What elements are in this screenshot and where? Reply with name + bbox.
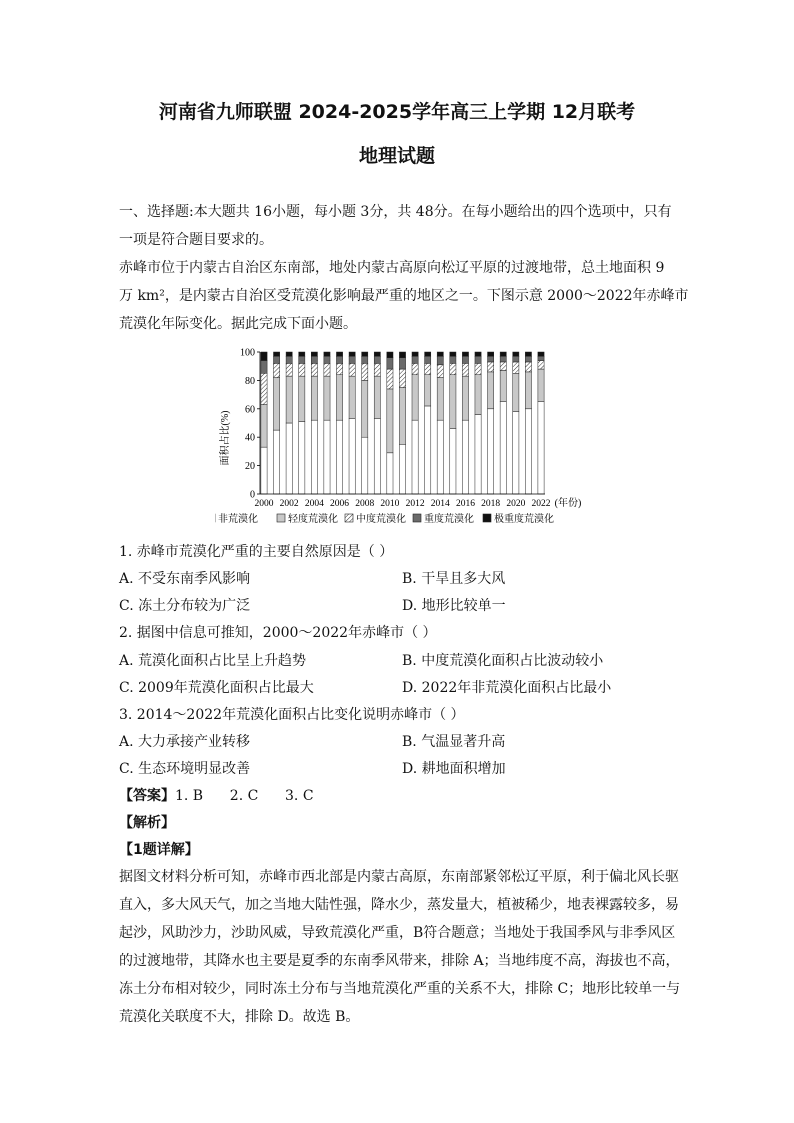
bar-segment bbox=[475, 414, 481, 494]
bar-segment bbox=[362, 437, 368, 494]
bar-segment bbox=[299, 363, 305, 376]
bar-segment bbox=[311, 420, 317, 494]
bar-segment bbox=[488, 372, 494, 409]
analysis-line-2: 直入，多大风天气，加之当地大陆性强，降水少，蒸发量大，植被稀少，地表裸露较多，易 bbox=[119, 897, 679, 913]
bar-segment bbox=[336, 356, 342, 363]
bar-segment bbox=[362, 356, 368, 363]
question-2-stem: 2. 据图中信息可推知，2000～2022年赤峰市（ ） bbox=[119, 625, 437, 641]
bar-segment bbox=[261, 361, 267, 374]
bar-segment bbox=[412, 363, 418, 374]
x-tick-label: 2008 bbox=[355, 499, 375, 509]
bar-segment bbox=[513, 356, 519, 362]
analysis-sub-label: 【1题详解】 bbox=[119, 842, 199, 858]
bar-segment bbox=[462, 352, 468, 356]
bar-segment bbox=[525, 372, 531, 409]
bar-segment bbox=[437, 356, 443, 365]
bar-segment bbox=[450, 429, 456, 494]
x-axis-label: (年份) bbox=[554, 498, 582, 509]
analysis-line-5: 冻土分布相对较少，同时冻土分布与当地荒漠化严重的关系不大，排除 C；地形比较单一与 bbox=[119, 981, 681, 997]
bar-segment bbox=[336, 420, 342, 494]
bar-segment bbox=[387, 369, 393, 389]
bar-segment bbox=[336, 363, 342, 374]
x-tick-label: 2016 bbox=[455, 499, 475, 509]
bar-segment bbox=[387, 453, 393, 494]
bar-segment bbox=[399, 369, 405, 387]
question-3-option-d: D. 耕地面积增加 bbox=[402, 761, 506, 777]
bar-segment bbox=[324, 420, 330, 494]
legend-label: 重度荒漠化 bbox=[424, 514, 474, 525]
y-tick-label: 60 bbox=[245, 404, 255, 416]
bar-segment bbox=[450, 356, 456, 363]
question-1-stem: 1. 赤峰市荒漠化严重的主要自然原因是（ ） bbox=[119, 544, 394, 560]
x-tick-label: 2010 bbox=[380, 499, 400, 509]
question-2-option-b: B. 中度荒漠化面积占比波动较小 bbox=[402, 653, 604, 669]
bar-segment bbox=[525, 362, 531, 372]
bar-segment bbox=[261, 447, 267, 494]
bar-segment bbox=[374, 376, 380, 419]
bar-segment bbox=[399, 388, 405, 445]
bar-segment bbox=[362, 363, 368, 380]
y-tick-label: 0 bbox=[250, 489, 255, 501]
bar-segment bbox=[500, 356, 506, 362]
bar-segment bbox=[513, 412, 519, 494]
x-tick-label: 2022 bbox=[531, 499, 551, 509]
x-tick-label: 2000 bbox=[254, 499, 274, 509]
bar-segment bbox=[538, 361, 544, 370]
x-tick-label: 2012 bbox=[405, 499, 425, 509]
bar-segment bbox=[324, 352, 330, 356]
question-2-option-d: D. 2022年非荒漠化面积占比最小 bbox=[402, 680, 612, 696]
bar-segment bbox=[513, 352, 519, 356]
bar-segment bbox=[475, 356, 481, 363]
question-2-option-a: A. 荒漠化面积占比呈上升趋势 bbox=[119, 653, 307, 669]
bar-segment bbox=[538, 356, 544, 360]
y-axis-label: 面积占比(%) bbox=[220, 410, 231, 466]
legend-swatch bbox=[413, 514, 421, 522]
analysis-line-1: 据图文材料分析可知，赤峰市西北部是内蒙古高原，东南部紧邻松辽平原，利于偏北风长驱 bbox=[119, 869, 679, 885]
legend-label: 极重度荒漠化 bbox=[494, 514, 554, 525]
bar-segment bbox=[311, 356, 317, 363]
bar-segment bbox=[462, 420, 468, 494]
answer-text: 1. B 2. C 3. C bbox=[175, 788, 314, 804]
bar-segment bbox=[349, 376, 355, 419]
bar-segment bbox=[349, 363, 355, 376]
bar-segment bbox=[374, 363, 380, 376]
analysis-line-3: 起沙，风助沙力，沙助风威，导致荒漠化严重，B符合题意；当地处于我国季风与非季风区 bbox=[119, 925, 676, 941]
bar-segment bbox=[488, 362, 494, 372]
bar-segment bbox=[399, 352, 405, 358]
bar-segment bbox=[437, 378, 443, 421]
x-tick-label: 2020 bbox=[506, 499, 526, 509]
bar-segment bbox=[475, 363, 481, 374]
bar-segment bbox=[462, 363, 468, 376]
bar-segment bbox=[336, 375, 342, 420]
bar-segment bbox=[324, 376, 330, 420]
bar-segment bbox=[336, 352, 342, 356]
bar-segment bbox=[488, 409, 494, 494]
x-tick-label: 2006 bbox=[330, 499, 350, 509]
bar-segment bbox=[273, 430, 279, 494]
desertification-chart bbox=[215, 342, 595, 534]
bar-segment bbox=[425, 352, 431, 356]
bar-segment bbox=[324, 363, 330, 376]
bar-segment bbox=[437, 352, 443, 356]
bar-segment bbox=[488, 352, 494, 356]
bar-segment bbox=[299, 422, 305, 494]
bar-segment bbox=[349, 356, 355, 363]
x-tick-label: 2004 bbox=[304, 499, 324, 509]
bar-segment bbox=[513, 362, 519, 373]
bar-segment bbox=[311, 352, 317, 356]
bar-segment bbox=[374, 419, 380, 494]
bar-segment bbox=[349, 352, 355, 356]
bar-segment bbox=[425, 363, 431, 374]
bar-segment bbox=[399, 444, 405, 494]
bar-segment bbox=[387, 352, 393, 358]
answer-label: 【答案】 bbox=[119, 788, 175, 804]
bar-segment bbox=[525, 352, 531, 356]
bar-segment bbox=[513, 373, 519, 411]
page-subtitle: 地理试题 bbox=[358, 145, 435, 167]
bar-segment bbox=[425, 406, 431, 494]
bar-segment bbox=[450, 352, 456, 356]
bar-segment bbox=[488, 356, 494, 362]
bar-segment bbox=[261, 352, 267, 361]
bar-segment bbox=[387, 389, 393, 453]
bar-segment bbox=[273, 356, 279, 363]
bar-segment bbox=[324, 356, 330, 363]
bar-segment bbox=[500, 370, 506, 401]
bar-segment bbox=[311, 376, 317, 420]
page-title: 河南省九师联盟 2024-2025学年高三上学期 12月联考 bbox=[158, 101, 636, 123]
question-1-option-d: D. 地形比较单一 bbox=[402, 598, 506, 614]
y-tick-label: 40 bbox=[245, 432, 255, 444]
answer-line bbox=[119, 786, 314, 806]
bar-segment bbox=[437, 365, 443, 378]
bar-segment bbox=[286, 356, 292, 363]
bar-segment bbox=[500, 352, 506, 356]
legend-label: 中度荒漠化 bbox=[356, 514, 406, 525]
bar-segment bbox=[500, 362, 506, 371]
bar-segment bbox=[374, 352, 380, 356]
bar-segment bbox=[450, 363, 456, 374]
x-tick-label: 2002 bbox=[279, 499, 299, 509]
bar-segment bbox=[412, 352, 418, 356]
y-tick-label: 20 bbox=[245, 461, 255, 473]
chart-svg bbox=[215, 342, 595, 534]
question-3-option-b: B. 气温显著升高 bbox=[402, 734, 506, 750]
bar-segment bbox=[412, 375, 418, 420]
question-1-option-b: B. 干旱且多大风 bbox=[402, 571, 506, 587]
question-3-option-a: A. 大力承接产业转移 bbox=[119, 734, 251, 750]
legend-swatch bbox=[345, 514, 353, 522]
y-tick-label: 80 bbox=[245, 375, 255, 387]
y-tick-label: 100 bbox=[240, 347, 255, 359]
x-tick-label: 2014 bbox=[430, 499, 450, 509]
question-1-option-a: A. 不受东南季风影响 bbox=[119, 571, 251, 587]
passage-line-1: 赤峰市位于内蒙古自治区东南部，地处内蒙古高原向松辽平原的过渡地带，总土地面积 9 bbox=[119, 260, 665, 276]
bar-segment bbox=[538, 369, 544, 402]
bar-segment bbox=[450, 375, 456, 429]
bar-segment bbox=[538, 352, 544, 356]
question-3-option-c: C. 生态环境明显改善 bbox=[119, 761, 251, 777]
bar-segment bbox=[399, 358, 405, 369]
x-tick-label: 2018 bbox=[481, 499, 501, 509]
analysis-line-4: 的过渡地带，其降水也主要是夏季的东南季风带来，排除 A；当地纬度不高，海拔也不高， bbox=[119, 953, 680, 969]
section-intro-line-1: 一、选择题:本大题共 16小题，每小题 3分，共 48分。在每小题给出的四个选项中，只有 bbox=[119, 204, 672, 220]
bar-segment bbox=[475, 375, 481, 415]
bar-segment bbox=[349, 419, 355, 494]
question-3-stem: 3. 2014～2022年荒漠化面积占比变化说明赤峰市（ ） bbox=[119, 707, 465, 723]
bar-segment bbox=[462, 376, 468, 420]
bar-segment bbox=[425, 356, 431, 363]
bar-segment bbox=[311, 363, 317, 376]
bar-segment bbox=[273, 352, 279, 356]
bar-segment bbox=[362, 380, 368, 437]
bar-segment bbox=[475, 352, 481, 356]
bar-segment bbox=[412, 356, 418, 363]
bar-segment bbox=[261, 373, 267, 404]
analysis-label: 【解析】 bbox=[119, 815, 175, 831]
analysis-line-6: 荒漠化关联度不大，排除 D。故选 B。 bbox=[119, 1009, 360, 1025]
bar-segment bbox=[374, 356, 380, 363]
bar-segment bbox=[286, 363, 292, 376]
bar-segment bbox=[538, 402, 544, 494]
section-intro-line-2: 一项是符合题目要求的。 bbox=[119, 232, 273, 248]
bar-segment bbox=[412, 420, 418, 494]
bar-segment bbox=[525, 356, 531, 362]
bar-segment bbox=[261, 405, 267, 448]
bar-segment bbox=[500, 402, 506, 494]
legend-swatch bbox=[483, 514, 491, 522]
bar-segment bbox=[273, 363, 279, 377]
question-2-option-c: C. 2009年荒漠化面积占比最大 bbox=[119, 680, 314, 696]
bar-segment bbox=[299, 356, 305, 363]
passage-line-2: 万 km²，是内蒙古自治区受荒漠化影响最严重的地区之一。下图示意 2000～2022年赤峰市 bbox=[119, 288, 689, 304]
bar-segment bbox=[273, 378, 279, 431]
bar-segment bbox=[286, 423, 292, 494]
bar-segment bbox=[286, 376, 292, 423]
bar-segment bbox=[387, 358, 393, 369]
bar-segment bbox=[299, 352, 305, 356]
question-1-option-c: C. 冻土分布较为广泛 bbox=[119, 598, 251, 614]
legend-label: 轻度荒漠化 bbox=[288, 514, 338, 525]
bar-segment bbox=[525, 409, 531, 494]
bar-segment bbox=[299, 376, 305, 421]
bar-segment bbox=[462, 356, 468, 363]
bar-segment bbox=[437, 420, 443, 494]
bar-segment bbox=[286, 352, 292, 356]
passage-line-3: 荒漠化年际变化。据此完成下面小题。 bbox=[119, 316, 357, 332]
legend-label: 非荒漠化 bbox=[218, 514, 258, 525]
bar-segment bbox=[362, 352, 368, 356]
legend-swatch bbox=[277, 514, 285, 522]
bar-segment bbox=[425, 375, 431, 406]
